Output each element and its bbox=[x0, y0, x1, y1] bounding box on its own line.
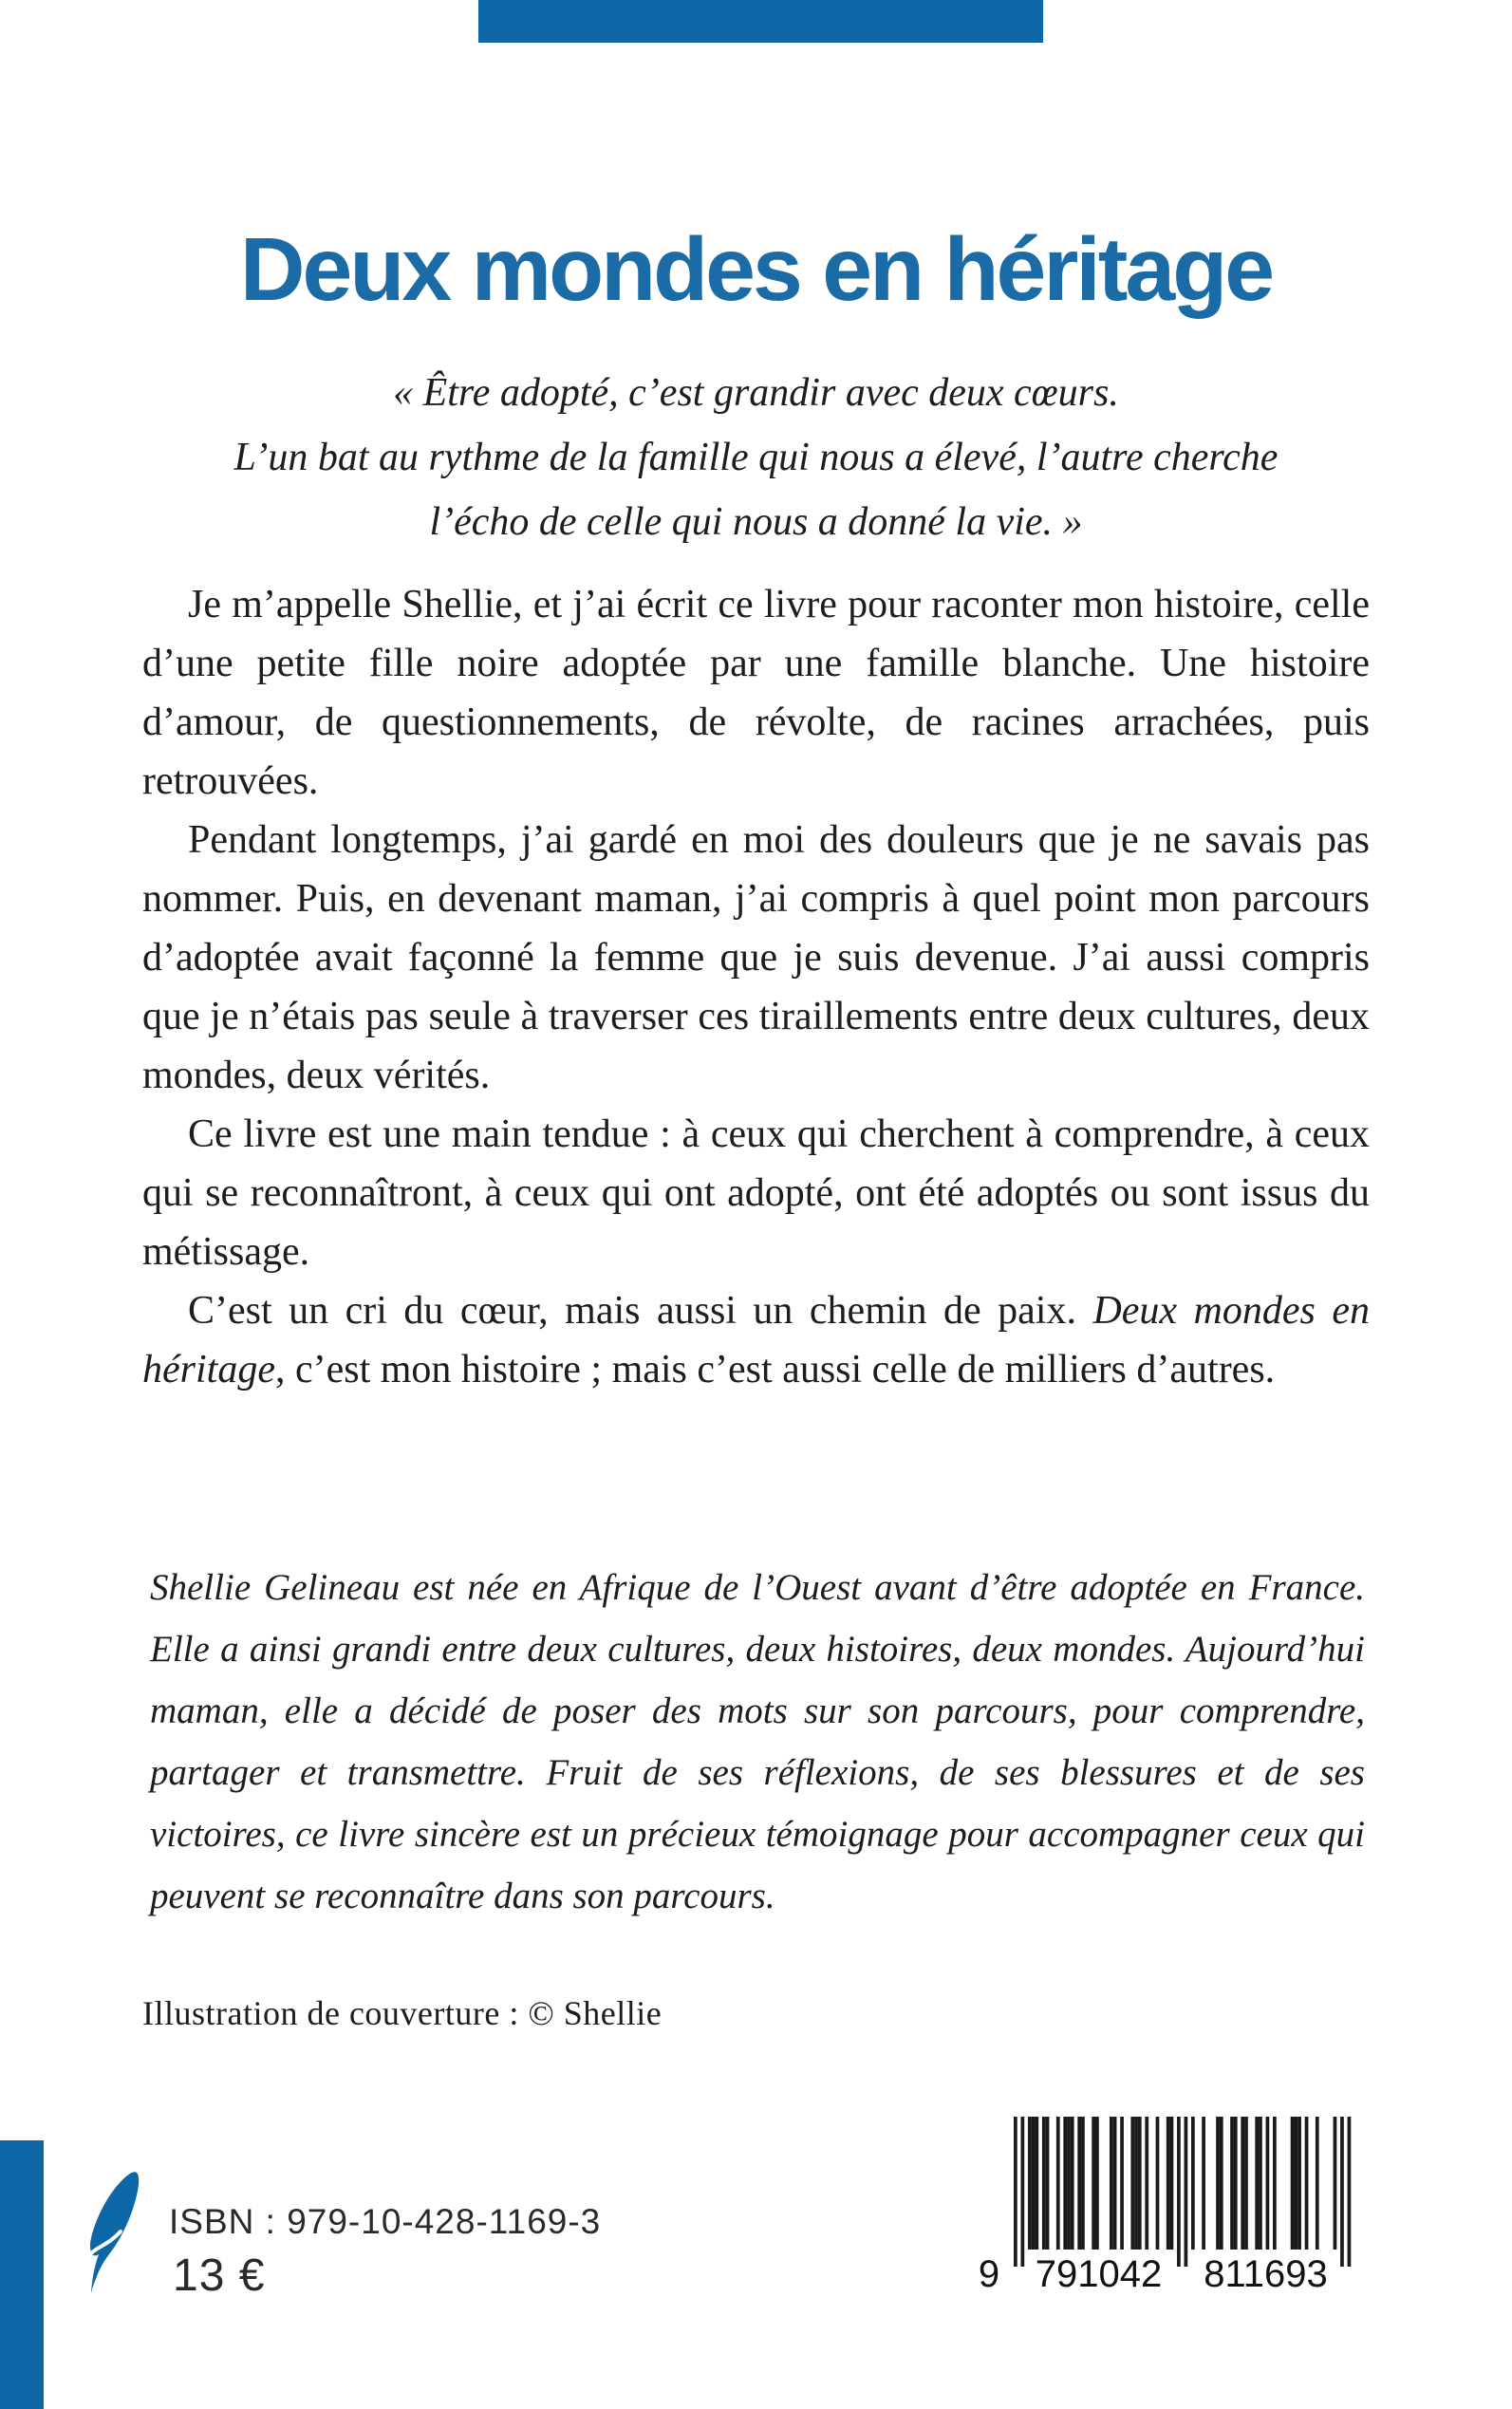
top-accent-bar bbox=[478, 0, 1043, 43]
barcode-digit-group: 791042 bbox=[1035, 2253, 1163, 2295]
barcode bbox=[968, 2117, 1359, 2297]
synopsis bbox=[142, 575, 1370, 1399]
page-title: Deux mondes en héritage bbox=[239, 218, 1273, 320]
quote-line: « Être adopté, c’est grandir avec deux cœurs. bbox=[393, 371, 1119, 415]
synopsis-paragraph bbox=[142, 1281, 1370, 1399]
barcode-digit-group: 811693 bbox=[1204, 2253, 1328, 2295]
quote-line: L’un bat au rythme de la famille qui nous a élevé, l’autre cherche bbox=[233, 436, 1279, 479]
price-text: 13 € bbox=[173, 2250, 266, 2301]
epigraph-quote bbox=[104, 361, 1408, 554]
spine-accent-strip bbox=[0, 2140, 44, 2409]
synopsis-text: , c’est mon histoire ; mais c’est aussi celle de milliers d’autres. bbox=[274, 1348, 1276, 1391]
quote-line: l’écho de celle qui nous a donné la vie. » bbox=[429, 500, 1083, 544]
publisher-feather-icon bbox=[80, 2168, 140, 2295]
synopsis-paragraph: Pendant longtemps, j’ai gardé en moi des douleurs que je ne savais pas nommer. Puis, en devenant maman, j’ai compris à quel point mon parcours d’adoptée avait façonné la femme que je suis devenue. J’ai aussi compris que je n’étais pas seule à traverser ces tiraillements entre deux cultures, deux mondes, deux vérités. bbox=[142, 818, 1370, 1097]
book-title-mention: Deux mondes en héritage bbox=[142, 1289, 1370, 1391]
author-bio: Shellie Gelineau est née en Afrique de l’Ouest avant d’être adoptée en France. Elle a ainsi grandi entre deux cultures, deux histoires, deux mondes. Aujourd’hui maman, elle a décidé de poser des mots sur son parcours, pour comprendre, partager et transmettre. Fruit de ses réflexions, de ses blessures et de ses victoires, ce livre sincère est un précieux témoignage pour accompagner ceux qui peuvent se reconnaître dans son parcours. bbox=[150, 1567, 1365, 1916]
synopsis-text: C’est un cri du cœur, mais aussi un chemin de paix. bbox=[188, 1289, 1093, 1333]
barcode-bars bbox=[1014, 2117, 1352, 2269]
isbn-text: ISBN : 979-10-428-1169-3 bbox=[169, 2202, 602, 2241]
barcode-digit-group: 9 bbox=[978, 2253, 1000, 2295]
synopsis-paragraph: Ce livre est une main tendue : à ceux qui cherchent à comprendre, à ceux qui se reconnaîtront, à ceux qui ont adopté, ont été adoptés ou sont issus du métissage. bbox=[142, 1112, 1370, 1274]
cover-credit: Illustration de couverture : © Shellie bbox=[142, 1994, 663, 2032]
synopsis-paragraph: Je m’appelle Shellie, et j’ai écrit ce livre pour raconter mon histoire, celle d’une petite fille noire adoptée par une famille blanche. Une histoire d’amour, de questionnements, de révolte, de racines arrachées, puis retrouvées. bbox=[142, 583, 1370, 803]
